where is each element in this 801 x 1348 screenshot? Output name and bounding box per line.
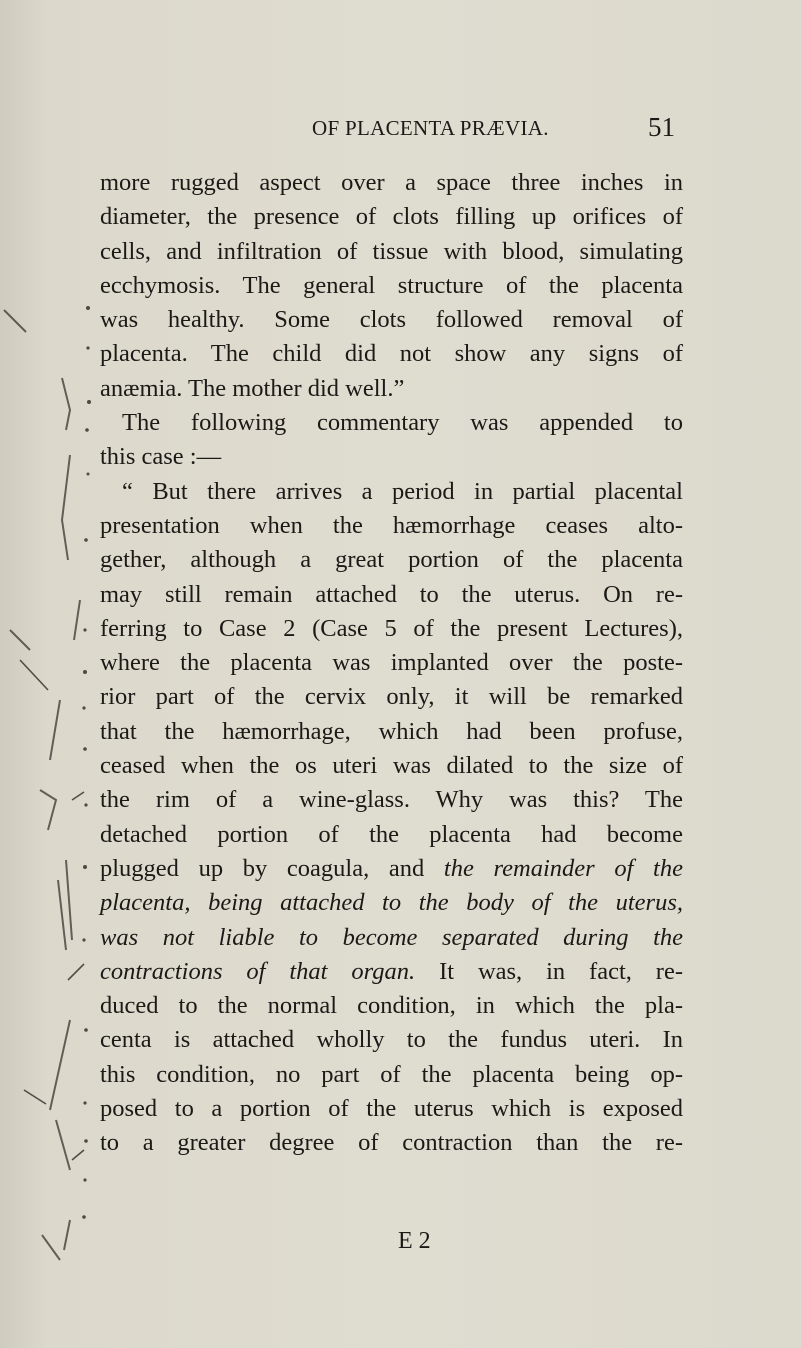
italic-text-line: was not liable to become separated during the [100,923,683,951]
text-line: that the hæmorrhage, which had been profuse, [100,717,683,745]
page-header [0,112,801,152]
text-run: plugged up by coagula, and [100,854,444,882]
text-line: ceased when the os uteri was dilated to the size of [100,752,683,780]
text-line: cells, and infiltration of tissue with blood, simulating [100,237,683,265]
text-line: detached portion of the placenta had become [100,820,683,848]
text-run: It was, in fact, re- [415,957,683,985]
text-line: to a greater degree of contraction than the re- [100,1129,683,1157]
italic-text-run: the remainder of the [443,854,683,882]
body-text [100,166,683,1161]
text-line: ferring to Case 2 (Case 5 of the present Lectures), [100,614,683,642]
text-line: duced to the normal condition, in which the pla- [100,992,683,1020]
text-line [100,852,683,886]
text-line: may still remain attached to the uterus. On re- [100,580,683,608]
text-line: The following commentary was appended to [122,409,683,437]
text-line: the rim of a wine-glass. Why was this? The [100,786,683,814]
text-line: centa is attached wholly to the fundus uteri. In [100,1026,683,1054]
text-line: posed to a portion of the uterus which is exposed [100,1095,683,1123]
text-line: anæmia. The mother did well.” [100,374,405,402]
text-line: gether, although a great portion of the placenta [100,546,683,574]
text-line: “ But there arrives a period in partial placental [122,477,683,505]
text-line: was healthy. Some clots followed removal of [100,306,683,334]
text-line: diameter, the presence of clots filling up orifices of [100,203,683,231]
text-line: where the placenta was implanted over the poste- [100,649,683,677]
text-line: rior part of the cervix only, it will be remarked [100,683,683,711]
text-line: presentation when the hæmorrhage ceases alto- [100,511,683,539]
text-line [100,955,683,989]
text-line: placenta. The child did not show any signs of [100,340,683,368]
text-line: this condition, no part of the placenta being op- [100,1060,683,1088]
signature-mark: E 2 [398,1228,431,1254]
text-line: this case :— [100,443,222,471]
text-line: ecchymosis. The general structure of the placenta [100,271,683,299]
page-number: 51 [648,112,675,142]
italic-text-run: contractions of that organ. [100,957,416,985]
italic-text-line: placenta, being attached to the body of the uterus, [100,889,683,917]
running-head: OF PLACENTA PRÆVIA. [312,116,549,140]
text-line: more rugged aspect over a space three inches in [100,169,683,196]
